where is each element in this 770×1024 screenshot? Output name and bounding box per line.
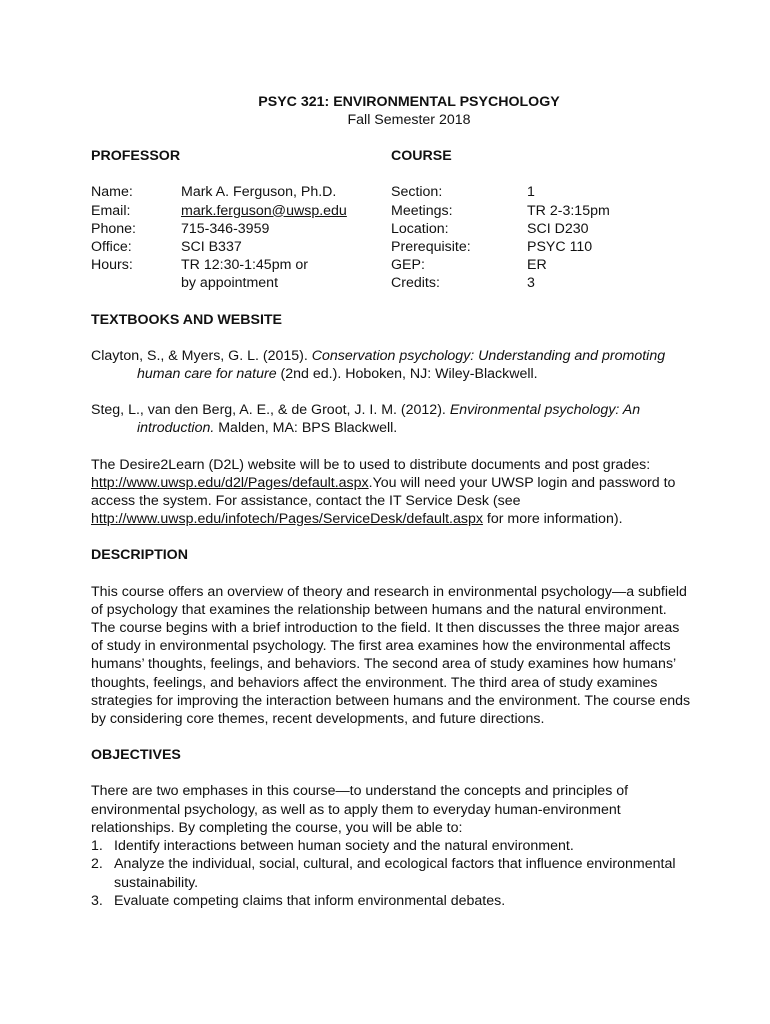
objectives-intro: There are two emphases in this course—to understand the concepts and principles of environmental psychology, as well as to apply them to everyday human-environment relationships. By completing the course, you will be able to:	[91, 783, 629, 836]
row-value: 1	[527, 184, 535, 201]
reference-steg	[91, 401, 691, 437]
ref-details: (2nd ed.). Hoboken, NJ: Wiley-Blackwell.	[276, 366, 538, 383]
email-link[interactable]: mark.ferguson@uwsp.edu	[181, 202, 347, 219]
description-heading: DESCRIPTION	[91, 547, 188, 564]
row-label: Phone:	[91, 220, 136, 237]
row-value: 715-346-3959	[181, 220, 270, 237]
course-row-gep	[391, 256, 691, 274]
row-label: Name:	[91, 184, 133, 201]
course-column	[391, 147, 691, 292]
d2l-link[interactable]: http://www.uwsp.edu/d2l/Pages/default.aspx	[91, 474, 369, 491]
course-row-meetings	[391, 202, 691, 220]
ref-title: Environmental psychology: An introduction.	[137, 402, 641, 437]
row-label: Hours:	[91, 257, 133, 274]
row-label: Location:	[391, 220, 449, 237]
course-heading: COURSE	[391, 148, 452, 165]
list-item	[91, 837, 691, 855]
course-row-section	[391, 183, 691, 201]
row-value: TR 2-3:15pm	[527, 202, 610, 219]
row-label: Office:	[91, 239, 132, 256]
professor-heading: PROFESSOR	[91, 148, 181, 165]
professor-row-hours	[91, 256, 391, 274]
row-value: by appointment	[181, 275, 279, 292]
professor-column	[91, 147, 391, 292]
service-desk-link[interactable]: http://www.uwsp.edu/infotech/Pages/ServiceDesk/default.aspx	[91, 511, 483, 528]
course-row-credits	[391, 274, 691, 292]
d2l-text: for more information).	[482, 511, 623, 528]
course-row-location	[391, 220, 691, 238]
d2l-text: .You will need your UWSP login and password to access the system. For assistance, contact the IT Service Desk (see	[91, 474, 676, 510]
item-number: 3.	[91, 892, 103, 909]
row-value: PSYC 110	[527, 239, 593, 256]
row-value: TR 12:30-1:45pm or	[181, 257, 308, 274]
d2l-paragraph	[91, 456, 691, 529]
row-value: SCI B337	[181, 239, 242, 256]
info-block	[91, 147, 691, 292]
row-value: Mark A. Ferguson, Ph.D.	[181, 184, 337, 201]
ref-details: Malden, MA: BPS Blackwell.	[214, 420, 398, 437]
row-label: Prerequisite:	[391, 239, 471, 256]
item-text: Analyze the individual, social, cultural, and ecological factors that influence environmental sustainability.	[114, 856, 676, 891]
d2l-text: The Desire2Learn (D2L) website will be to used to distribute documents and post grades:	[91, 456, 651, 473]
row-value: 3	[527, 275, 535, 292]
description-body: This course offers an overview of theory and research in environmental psychology—a subfield of psychology that examines the relationship between humans and the natural environment. The course begins with a brief introduction to the field. It then discusses the three major areas of study in environmental psychology. The first area examines how the environmental affects humans’ thoughts, feelings, and behaviors. The second area of study examines how humans’ thoughts, feelings, and behaviors affect the environment. The third area of study examines strategies for improving the interaction between humans and the environment. The course ends by considering core themes, recent developments, and future directions.	[91, 583, 691, 728]
ref-title: Conservation psychology: Understanding and promoting human care for nature	[137, 347, 666, 383]
professor-row-office	[91, 238, 391, 256]
course-row-prerequisite	[391, 238, 691, 256]
list-item	[91, 892, 691, 910]
professor-row-hours-cont	[91, 274, 391, 292]
list-item	[91, 855, 691, 891]
item-number: 2.	[91, 856, 103, 873]
professor-row-name	[91, 183, 391, 201]
textbooks-heading: TEXTBOOKS AND WEBSITE	[91, 311, 283, 328]
item-text: Identify interactions between human society and the natural environment.	[114, 838, 574, 855]
row-value: ER	[527, 257, 547, 274]
row-label: Email:	[91, 202, 131, 219]
row-value: SCI D230	[527, 220, 589, 237]
row-label: GEP:	[391, 257, 425, 274]
syllabus-page	[91, 93, 691, 910]
semester-subtitle: Fall Semester 2018	[347, 112, 471, 129]
item-text: Evaluate competing claims that inform environmental debates.	[114, 892, 506, 909]
objectives-list	[91, 837, 691, 910]
item-number: 1.	[91, 838, 103, 855]
row-label	[91, 274, 181, 292]
ref-authors: Clayton, S., & Myers, G. L. (2015).	[91, 347, 312, 364]
row-label: Section:	[391, 184, 443, 201]
reference-clayton	[91, 347, 691, 383]
objectives-heading: OBJECTIVES	[91, 747, 181, 764]
professor-row-phone	[91, 220, 391, 238]
row-label: Credits:	[391, 275, 440, 292]
course-title: PSYC 321: ENVIRONMENTAL PSYCHOLOGY	[258, 94, 560, 110]
row-label: Meetings:	[391, 202, 453, 219]
professor-row-email	[91, 202, 391, 220]
ref-authors: Steg, L., van den Berg, A. E., & de Groot, J. I. M. (2012).	[91, 402, 450, 419]
